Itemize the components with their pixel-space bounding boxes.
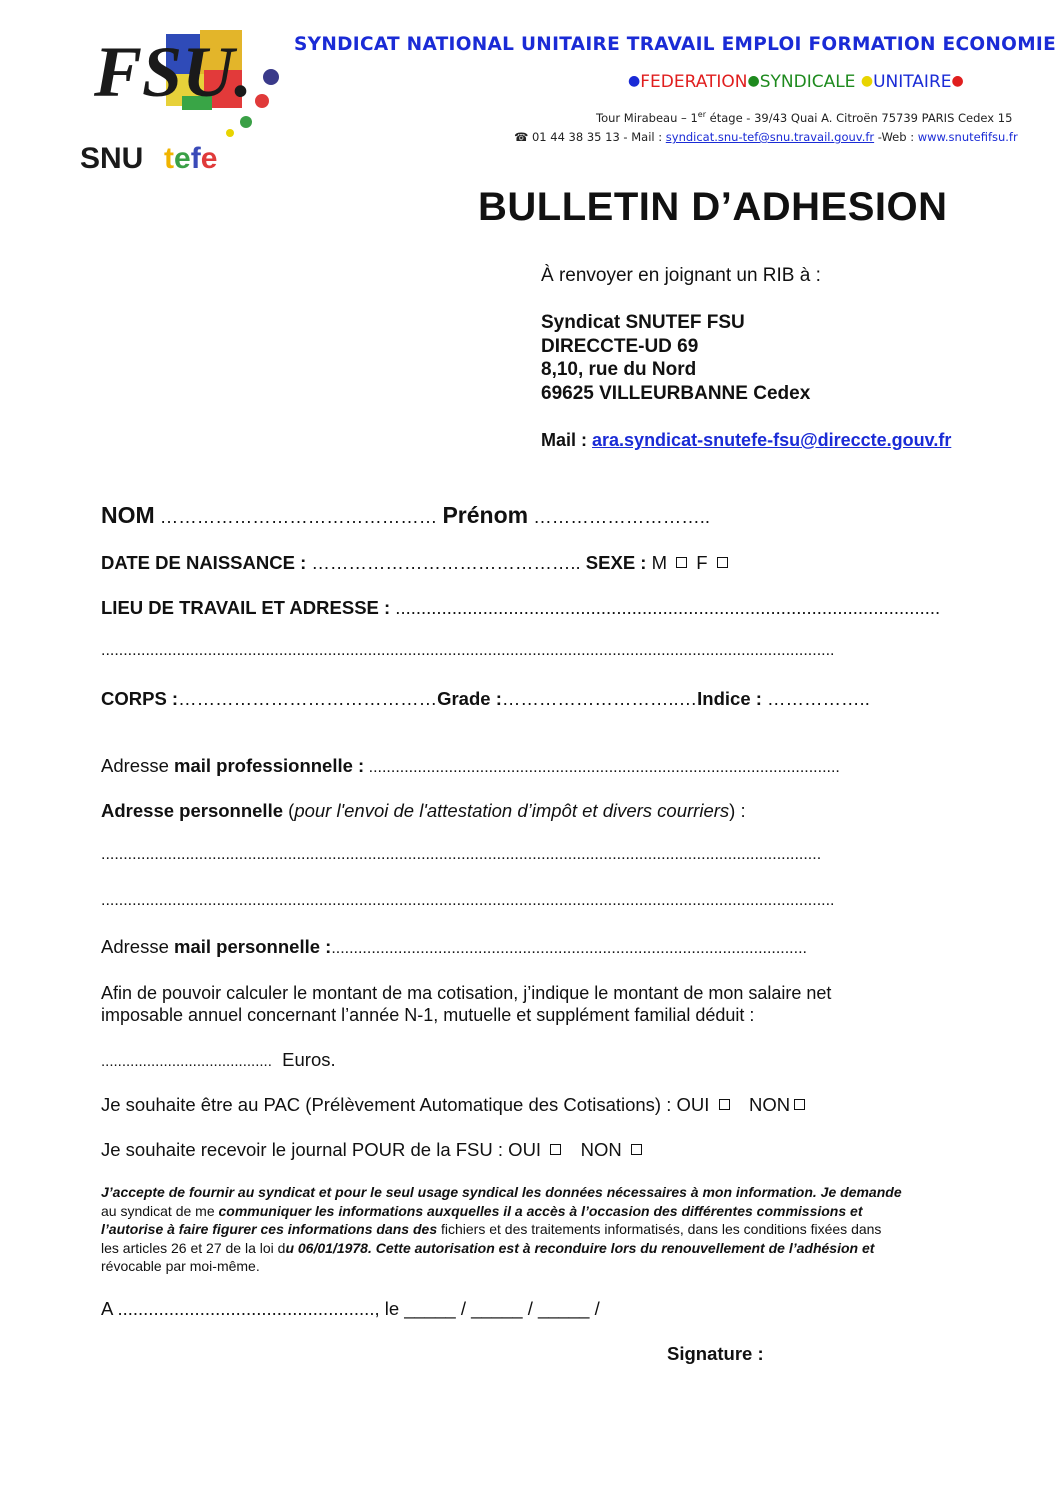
perso-field-line-2[interactable]: .....................................................................................................................................................................	[101, 892, 835, 909]
journal-row	[101, 1139, 646, 1161]
perso-note: pour l'envoi de l'attestation d’impôt et divers courriers	[294, 800, 730, 821]
return-mail-link[interactable]: ara.syndicat-snutefe-fsu@direccte.gouv.fr	[592, 430, 952, 450]
nom-label: NOM	[101, 502, 155, 528]
pac-non-label: NON	[748, 1094, 791, 1115]
mail-perso-prefix: Adresse	[101, 936, 175, 957]
dob-sexe-row	[101, 552, 732, 574]
return-line-4: 69625 VILLEURBANNE Cedex	[541, 383, 811, 404]
header-contact	[514, 130, 1018, 144]
fsu-snutefe-logo	[78, 22, 293, 177]
legal-line-4a: les articles 26 et 27 de la loi d	[101, 1239, 286, 1256]
indice-label: Indice :	[697, 688, 762, 709]
legal-line-2a: au syndicat de me	[101, 1202, 219, 1219]
logo-dot-green	[240, 116, 252, 128]
pac-oui-checkbox[interactable]	[719, 1099, 730, 1110]
federation-word-3: UNITAIRE	[873, 72, 952, 92]
salary-text-line-2: imposable annuel concernant l’année N-1, mutuelle et supplément familial déduit :	[101, 1005, 755, 1025]
logo-dot-yellow	[226, 129, 234, 137]
bullet-green-icon: ●	[747, 73, 760, 89]
return-line-1: Syndicat SNUTEF FSU	[541, 312, 745, 333]
perso-end: ) :	[729, 800, 746, 821]
pac-non-checkbox[interactable]	[794, 1099, 805, 1110]
mail-pro-row	[101, 755, 840, 777]
indice-field[interactable]: ……………..	[761, 688, 870, 709]
address-text: Tour Mirabeau – 1	[596, 110, 698, 125]
federation-word-2: SYNDICALE	[759, 72, 856, 92]
web-label: -Web :	[874, 130, 918, 144]
legal-line-3b: fichiers et des traitements informatisés, dans les conditions fixées dans	[437, 1221, 882, 1237]
lieu-label: LIEU DE TRAVAIL ET ADRESSE :	[101, 597, 391, 618]
journal-non-label: NON	[580, 1139, 622, 1160]
mail-pro-field[interactable]: ..........................................................................................................	[364, 759, 840, 776]
lieu-field[interactable]: ..........................................................................................................	[390, 597, 941, 618]
place-date-field[interactable]: A .................................................., le _____ / _____ / _____ /	[101, 1298, 600, 1319]
journal-oui-checkbox[interactable]	[550, 1144, 561, 1155]
nom-prenom-row	[101, 502, 710, 529]
lieu-row	[101, 597, 940, 619]
logo-dot-red	[255, 94, 269, 108]
mail-pro-prefix: Adresse	[101, 755, 175, 776]
bullet-yellow-icon: ●	[860, 73, 874, 89]
lieu-field-line-2[interactable]: .....................................................................................................................................................................	[101, 642, 835, 659]
sexe-label: SEXE :	[585, 552, 647, 573]
journal-non-checkbox[interactable]	[631, 1144, 642, 1155]
salary-text-line-1: Afin de pouvoir calculer le montant de ma cotisation, j’indique le montant de mon salaire net	[101, 983, 832, 1003]
legal-line-4b: u 06/01/1978. Cette autorisation est à reconduire lors du renouvellement de l’adhésion et	[285, 1239, 875, 1256]
return-mail-label: Mail :	[541, 430, 593, 450]
nom-field[interactable]: ………………………………………	[154, 506, 443, 527]
sexe-m-checkbox[interactable]	[676, 557, 687, 568]
euros-field[interactable]: .........................................	[101, 1053, 272, 1070]
prenom-label: Prénom	[442, 502, 529, 528]
prenom-field[interactable]: ………………………..	[528, 506, 711, 527]
address-sup: er	[697, 110, 706, 119]
address-text-2: étage - 39/43 Quai A. Citroën 75739 PARIS Cedex 15	[705, 110, 1013, 125]
union-title: SYNDICAT NATIONAL UNITAIRE TRAVAIL EMPLOI FORMATION ECONOMIE	[294, 34, 1057, 55]
sexe-f-checkbox[interactable]	[717, 557, 728, 568]
return-line-3: 8,10, rue du Nord	[541, 359, 697, 380]
logo-snu-text: SNU	[80, 142, 144, 175]
mail-pro-label: mail professionnelle :	[174, 755, 365, 776]
grade-label: Grade :	[437, 688, 502, 709]
union-web-link[interactable]: www.snutefifsu.fr	[917, 130, 1018, 144]
mail-perso-field[interactable]: ...........................................................................................................	[331, 940, 807, 957]
dob-field[interactable]: ……………………………………..	[306, 552, 586, 573]
sexe-m-label: M	[646, 552, 673, 573]
phone-text: ☎ 01 44 38 35 13 - Mail :	[514, 130, 666, 144]
journal-text: Je souhaite recevoir le journal POUR de la FSU : OUI	[101, 1139, 542, 1160]
page-title: BULLETIN D’ADHESION	[478, 185, 948, 229]
logo-tefe-text: tefe	[164, 142, 218, 175]
perso-field-line-1[interactable]: ..................................................................................................................................................................	[101, 846, 822, 863]
header-address	[596, 110, 1012, 125]
logo-fsu-text: FSU.	[94, 32, 253, 112]
grade-field[interactable]: ………………………..…	[501, 688, 698, 709]
corps-label: CORPS :	[101, 688, 179, 709]
bullet-red-icon: ●	[951, 73, 964, 89]
union-mail-link[interactable]: syndicat.snu-tef@snu.travail.gouv.fr	[665, 130, 875, 144]
sexe-f-label: F	[691, 552, 713, 573]
bullet-blue-icon: ●	[628, 73, 641, 89]
federation-word-1: FEDERATION	[640, 72, 748, 92]
return-line-2: DIRECCTE-UD 69	[541, 336, 699, 357]
logo-dot-navy	[263, 69, 279, 85]
legal-line-2b: communiquer les informations auxquelles il a accès à l’occasion des différentes commissions et	[218, 1202, 863, 1219]
corps-row	[101, 688, 870, 710]
mail-perso-row	[101, 936, 807, 958]
legal-line-1: J’accepte de fournir au syndicat et pour le seul usage syndical les données nécessaires à mon information. Je demande	[101, 1184, 902, 1200]
euros-row	[101, 1049, 336, 1071]
pac-text: Je souhaite être au PAC (Prélèvement Automatique des Cotisations) : OUI	[101, 1094, 710, 1115]
return-intro: À renvoyer en joignant un RIB à :	[541, 265, 821, 286]
legal-consent	[101, 1183, 971, 1276]
pac-row	[101, 1094, 809, 1116]
corps-field[interactable]: ……………………………………	[178, 688, 438, 709]
perso-label: Adresse personnelle	[101, 800, 283, 821]
euros-label: Euros.	[282, 1049, 336, 1070]
dob-label: DATE DE NAISSANCE :	[101, 552, 307, 573]
federation-line	[628, 72, 964, 92]
return-mail	[541, 430, 951, 451]
legal-line-5: révocable par moi-même.	[101, 1258, 260, 1274]
mail-perso-label: mail personnelle :	[174, 936, 332, 957]
legal-line-3a: l’autorise à faire figurer ces informations dans des	[101, 1221, 438, 1237]
perso-row: Adresse personnelle (pour l'envoi de l'attestation d’impôt et divers courriers) :	[101, 800, 746, 821]
signature-label: Signature :	[667, 1343, 764, 1364]
